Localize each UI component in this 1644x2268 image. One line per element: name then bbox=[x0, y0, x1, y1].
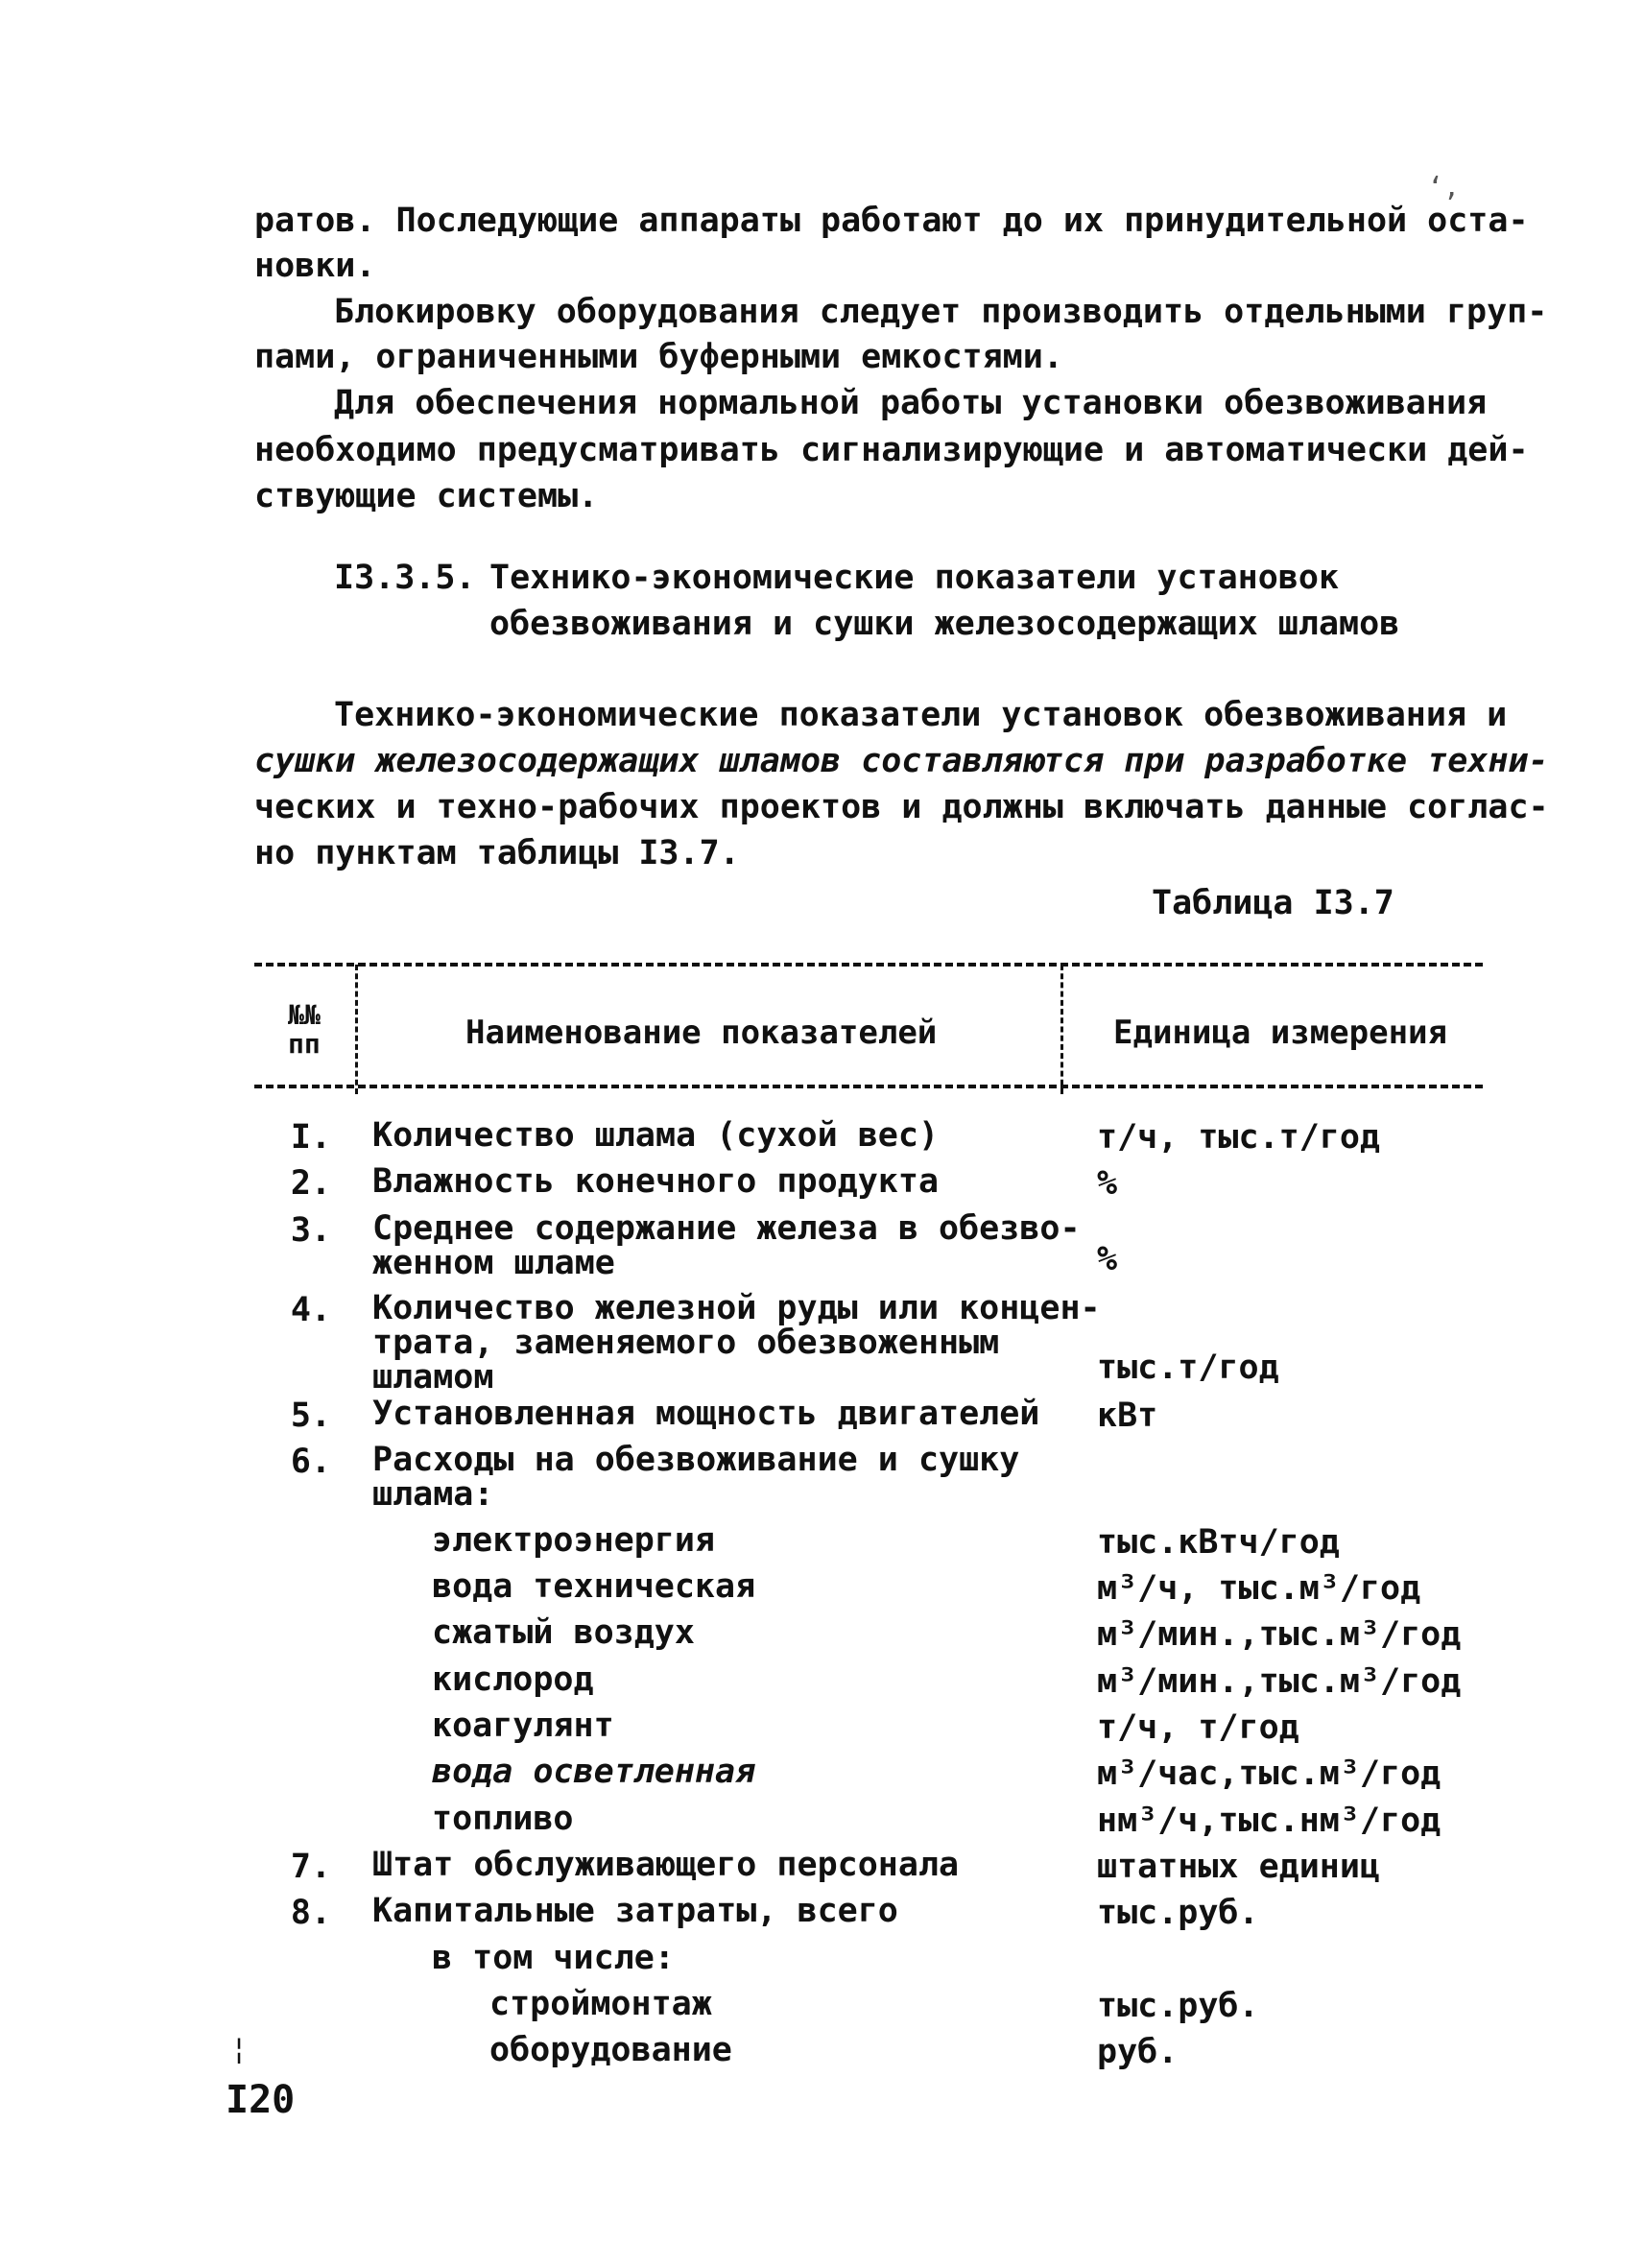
row-unit: тыс.руб. bbox=[1097, 1894, 1259, 1932]
row-name: Количество шлама (сухой вес) bbox=[372, 1116, 940, 1155]
row-name: Среднее содержание железа в обезво- женном шламе bbox=[372, 1209, 1081, 1282]
intro-line-2: новки. bbox=[254, 247, 376, 285]
row-num: 2. bbox=[290, 1164, 331, 1203]
body-line-3: ческих и техно-рабочих проектов и должны включать данные соглас- bbox=[254, 788, 1549, 826]
table-header-divider-2 bbox=[1060, 965, 1063, 1094]
intro-line-6: необходимо предусматривать сигнализирующие и автоматически дей- bbox=[254, 431, 1529, 469]
row-name: коагулянт bbox=[432, 1707, 614, 1745]
row-name: вода осветленная bbox=[432, 1753, 756, 1791]
row-unit: м³/мин.,тыс.м³/год bbox=[1097, 1615, 1462, 1654]
row-unit: руб. bbox=[1097, 2033, 1179, 2071]
row-num: 8. bbox=[290, 1894, 331, 1932]
row-name: сжатый воздух bbox=[432, 1613, 695, 1652]
row-name: строймонтаж bbox=[489, 1985, 712, 2023]
header-num-line-2: пп bbox=[288, 1028, 321, 1060]
intro-line-5: Для обеспечения нормальной работы установки обезвоживания bbox=[334, 384, 1488, 422]
row-unit: % bbox=[1097, 1164, 1118, 1203]
row-unit: т/ч, тыс.т/год bbox=[1097, 1118, 1381, 1157]
body-line-4: но пунктам таблицы I3.7. bbox=[254, 834, 740, 872]
section-number: I3.3.5. bbox=[334, 559, 476, 597]
row-num: 6. bbox=[290, 1443, 331, 1481]
row-name: Капитальные затраты, всего bbox=[372, 1892, 898, 1930]
row-unit: т/ч, т/год bbox=[1097, 1708, 1299, 1747]
body-line-2: сушки железосодержащих шламов составляются при разработке техни- bbox=[254, 742, 1549, 780]
row-num: 7. bbox=[290, 1848, 331, 1886]
section-title-line-1: Технико-экономические показатели установок bbox=[489, 559, 1340, 597]
row-name: Количество железной руды или концен- трата, заменяемого обезвоженным шламом bbox=[372, 1289, 1101, 1397]
row-unit: % bbox=[1097, 1240, 1118, 1278]
header-name: Наименование показателей bbox=[465, 1014, 938, 1052]
intro-line-3: Блокировку оборудования следует производить отдельными груп- bbox=[334, 293, 1548, 331]
row-name: топливо bbox=[432, 1800, 574, 1838]
row-num: 3. bbox=[290, 1211, 331, 1250]
row-unit: тыс.т/год bbox=[1097, 1349, 1279, 1387]
row-unit: нм³/ч,тыс.нм³/год bbox=[1097, 1802, 1441, 1840]
row-unit: кВт bbox=[1097, 1397, 1158, 1435]
row-name: вода техническая bbox=[432, 1567, 756, 1606]
table-header-divider-1 bbox=[355, 965, 358, 1094]
row-unit: м³/ч, тыс.м³/год bbox=[1097, 1569, 1421, 1608]
header-num bbox=[288, 1001, 321, 1059]
row-unit: тыс.руб. bbox=[1097, 1987, 1259, 2025]
section-title-line-2: обезвоживания и сушки железосодержащих шламов bbox=[489, 605, 1400, 643]
row-name: в том числе: bbox=[432, 1939, 675, 1977]
row-num: 5. bbox=[290, 1397, 331, 1435]
row-name: Расходы на обезвоживание и сушку шлама: bbox=[372, 1441, 1020, 1514]
row-unit: м³/мин.,тыс.м³/год bbox=[1097, 1662, 1462, 1701]
intro-line-4: пами, ограниченными буферными емкостями. bbox=[254, 338, 1063, 376]
row-name: кислород bbox=[432, 1660, 594, 1699]
row-name: оборудование bbox=[489, 2031, 732, 2069]
corner-mark: ‘‚ bbox=[1427, 171, 1460, 203]
row-name: электроэнергия bbox=[432, 1521, 716, 1560]
row-name: Штат обслуживающего персонала bbox=[372, 1846, 960, 1884]
body-line-1: Технико-экономические показатели установок обезвоживания и bbox=[334, 696, 1508, 734]
row-unit: м³/час,тыс.м³/год bbox=[1097, 1755, 1441, 1793]
intro-line-7: ствующие системы. bbox=[254, 477, 599, 515]
page-number: I20 bbox=[226, 2078, 296, 2122]
row-num: I. bbox=[290, 1118, 331, 1157]
header-unit: Единица измерения bbox=[1113, 1014, 1447, 1052]
row-num: 4. bbox=[290, 1291, 331, 1329]
margin-mark: ¦ bbox=[230, 2033, 249, 2066]
row-name: Влажность конечного продукта bbox=[372, 1162, 940, 1201]
row-name: Установленная мощность двигателей bbox=[372, 1395, 1040, 1433]
row-unit: штатных единиц bbox=[1097, 1848, 1381, 1886]
table-top-rule bbox=[254, 963, 1483, 967]
intro-line-1: ратов. Последующие аппараты работают до их принудительной оста- bbox=[254, 202, 1529, 240]
table-caption: Таблица I3.7 bbox=[1152, 884, 1394, 922]
row-unit: тыс.кВтч/год bbox=[1097, 1523, 1340, 1562]
table-header-rule bbox=[254, 1085, 1483, 1088]
header-num-line-1: №№ bbox=[288, 999, 321, 1031]
